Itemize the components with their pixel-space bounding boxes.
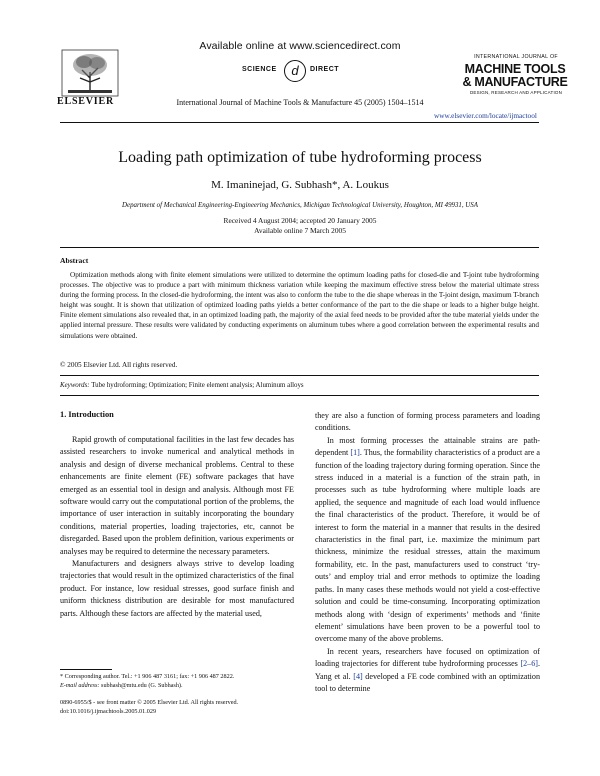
- issn-line: 0890-6955/$ - see front matter © 2005 Elsevier Ltd. All rights reserved.: [60, 699, 239, 706]
- citation-link[interactable]: [4]: [353, 671, 363, 681]
- text-run: In recent years, researchers have focused on optimization of loading trajectories for different tube hydroforming processes: [315, 646, 540, 669]
- keywords-label: Keywords:: [60, 382, 90, 389]
- paragraph: Manufacturers and designers always strive to develop loading trajectories that would result in the optimized characteristics of the final product. For instance, low residual stresses, good surface finish and uniform thickness distribution are desirable for most manufactured parts. Although these factors are affected by the material used,: [60, 559, 294, 618]
- journal-logo-line-1: MACHINE TOOLS: [464, 62, 566, 76]
- paragraph: [315, 646, 540, 696]
- email-label: E-mail address:: [60, 681, 100, 689]
- journal-logo: [460, 63, 570, 89]
- available-date: Available online 7 March 2005: [254, 226, 346, 235]
- journal-url-link[interactable]: www.elsevier.com/locate/ijmactool: [434, 111, 537, 120]
- paragraph: they are also a function of forming process parameters and loading conditions.: [315, 411, 540, 433]
- sd-logo-mark: d: [284, 60, 306, 82]
- elsevier-tree-icon: [60, 48, 120, 100]
- abstract-heading: Abstract: [60, 256, 89, 265]
- footnote-email: [60, 682, 300, 691]
- footnote-contact: [60, 673, 300, 682]
- abstract-copyright: © 2005 Elsevier Ltd. All rights reserved.: [60, 361, 178, 369]
- journal-logo-subtitle: DESIGN, RESEARCH AND APPLICATION: [469, 90, 563, 95]
- corresponding-author-footnote: [60, 673, 300, 690]
- citation-link[interactable]: [1]: [350, 448, 360, 458]
- front-matter: [60, 699, 238, 717]
- keywords-line: [60, 382, 304, 389]
- text-run: . Yang et al.: [315, 659, 540, 681]
- received-date: Received 4 August 2004; accepted 20 January 2005: [223, 216, 377, 225]
- abstract-body: Optimization methods along with finite element simulations were utilized to determine the optimum loading paths for closed-die and T-joint tube hydroforming processes. The objective was to produce a part with minimum thickness variation while keeping the maximum effective stress below the material ultimate stress during the forming process. In the closed-die hydroforming, the intent was also to conform the tube to the die shape whereas in the T-joint design, maximum T-branch height was sought. It is shown that utilization of optimized loading paths yields a better conformance of the part to the die shape or leads to a higher bulge height. Finite element simulations also revealed that, in an optimized loading path, the majority of the axial feed needs to be provided after the tube material yields under the applied internal pressure. These results were validated by conducting experiments on aluminum tubes where a good correlation between the experimental results and simulations were obtained.: [60, 271, 539, 340]
- sciencedirect-logo: [232, 58, 364, 84]
- author-affiliation: Department of Mechanical Engineering-Engineering Mechanics, Michigan Technological University, Houghton, MI 49931, USA: [122, 202, 478, 209]
- journal-logo-top: INTERNATIONAL JOURNAL OF: [474, 54, 558, 60]
- keywords-list: Tube hydroforming; Optimization; Finite element analysis; Aluminum alloys: [91, 382, 304, 389]
- paragraph: [315, 435, 540, 646]
- email-address[interactable]: subhash@mtu.edu (G. Subhash).: [99, 681, 183, 689]
- doi-line: doi:10.1016/j.ijmachtools.2005.01.029: [60, 707, 157, 715]
- abstract-top-rule: [60, 247, 539, 248]
- header-rule: [60, 122, 539, 123]
- citation-link[interactable]: [2–6]: [520, 659, 538, 669]
- sciencedirect-availability: Available online at www.sciencedirect.com: [199, 40, 401, 52]
- keywords-rule: [60, 375, 539, 376]
- sd-logo-right: DIRECT: [310, 66, 340, 73]
- right-column: [315, 410, 540, 695]
- journal-logo-line-2: & MANUFACTURE: [462, 75, 568, 89]
- sd-logo-left: SCIENCE: [242, 66, 277, 73]
- body-top-rule: [60, 395, 539, 396]
- publisher-name: ELSEVIER: [57, 96, 114, 107]
- footnote-marker: *: [60, 673, 64, 680]
- footnote-rule: [60, 669, 112, 670]
- section-heading: 1. Introduction: [60, 410, 114, 419]
- journal-citation: International Journal of Machine Tools & Manufacture 45 (2005) 1504–1514: [176, 98, 424, 107]
- left-column: [60, 434, 294, 620]
- text-run: developed a FE code combined with an optimization tool to determine: [315, 671, 541, 693]
- article-dates: [0, 216, 600, 236]
- text-run: In most forming processes the attainable strains are path-dependent: [315, 435, 540, 458]
- article-authors: M. Imaninejad, G. Subhash*, A. Loukus: [211, 179, 389, 191]
- text-run: . Thus, the formability characteristics of a product are a function of the loading trajectory during forming operation. Since the stress induced in a material is a function of the strain path, in processes such as tube hydroforming where multiple loads are applied, the sequence and magnitude of each load would influence the final characteristics of the product. Therefore, it would be of interest to form the material in a manner that results in the desired characteristics in the final part, i.e. maximize the minimum part thickness, minimize the residual stresses, attain the maximum formability, etc. In the past, manufacturers used to construct ‘try-outs’ and employ trial and error methods to optimize the loading paths. In many cases these methods would not yield a cost-effective solution and could be time-consuming. Incorporating optimization methods along with ‘design of experiments’ methods and ‘finite element’ simulations have been proven to be a powerful tool to overcome many of the above problems.: [315, 448, 540, 644]
- paragraph: Rapid growth of computational facilities in the last few decades has assisted researchers to invoke numerical and analytical methods in analysis and design of diverse mechanical problems. Central to these enhancements are finite element (FE) software packages that have emerged as an essential tool in design and analysis. Although most FE software would carry out the computational portion of the problems, the importance of user interaction in suitably incorporating the boundary conditions, material properties, loading trajectories, etc, cannot be disregarded. Based upon the problem definition, various experiments or analyses may be required to determine the necessary parameters.: [60, 435, 294, 556]
- article-title: Loading path optimization of tube hydroforming process: [118, 149, 482, 166]
- footnote-text: Corresponding author. Tel.: +1 906 487 3161; fax: +1 906 487 2822.: [63, 673, 235, 680]
